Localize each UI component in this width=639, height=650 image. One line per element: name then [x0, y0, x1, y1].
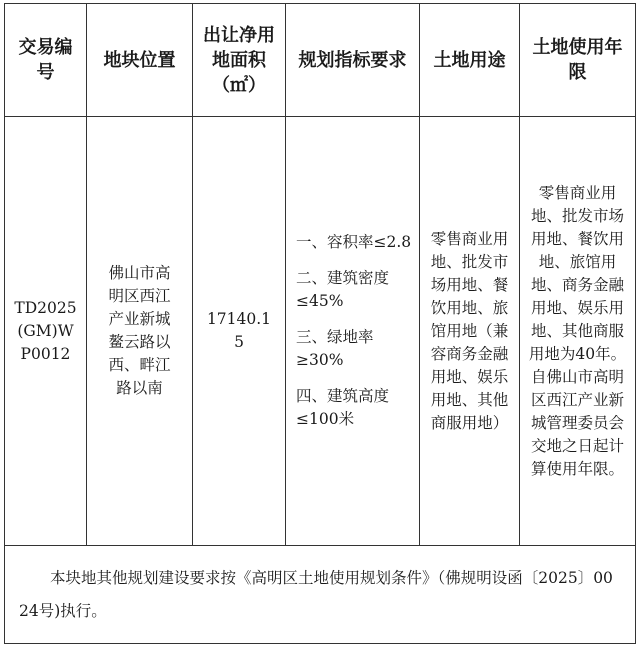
header-location: 地块位置: [87, 4, 193, 117]
header-term: 土地使用年限: [520, 4, 636, 117]
planning-item: 二、建筑密度≤45%: [296, 269, 390, 310]
header-usage: 土地用途: [420, 4, 520, 117]
note-cell: [5, 546, 636, 644]
cell-trade-no: TD2025(GM)WP0012: [5, 117, 87, 546]
planning-item: 三、绿地率≥30%: [296, 328, 374, 369]
note-text: 本块地其他规划建设要求按《高明区土地使用规划条件》（佛规明设函〔2025〕0024号)执行。: [19, 568, 613, 620]
planning-item: 四、建筑高度≤100米: [296, 387, 390, 428]
cell-term: 零售商业用地、批发市场用地、餐饮用地、旅馆用地、商务金融用地、娱乐用地、其他商服用地为40年。自佛山市高明区西江产业新城管理委员会交地之日起计算使用年限。: [520, 117, 636, 546]
table-row: [5, 117, 636, 546]
header-row: [5, 4, 636, 117]
land-parcel-table: [4, 3, 636, 644]
cell-usage: 零售商业用地、批发市场用地、餐饮用地、旅馆用地（兼容商务金融用地、娱乐用地、其他商服用地）: [420, 117, 520, 546]
cell-area: 17140.15: [193, 117, 286, 546]
cell-planning: [286, 117, 420, 546]
note-row: [5, 546, 636, 644]
header-area: 出让净用地面积（㎡）: [193, 4, 286, 117]
cell-location: 佛山市高明区西江产业新城鳌云路以西、畔江路以南: [87, 117, 193, 546]
header-planning: 规划指标要求: [286, 4, 420, 117]
planning-item: 一、容积率≤2.8: [296, 233, 412, 251]
planning-list: [286, 231, 419, 431]
header-trade-no: 交易编号: [5, 4, 87, 117]
